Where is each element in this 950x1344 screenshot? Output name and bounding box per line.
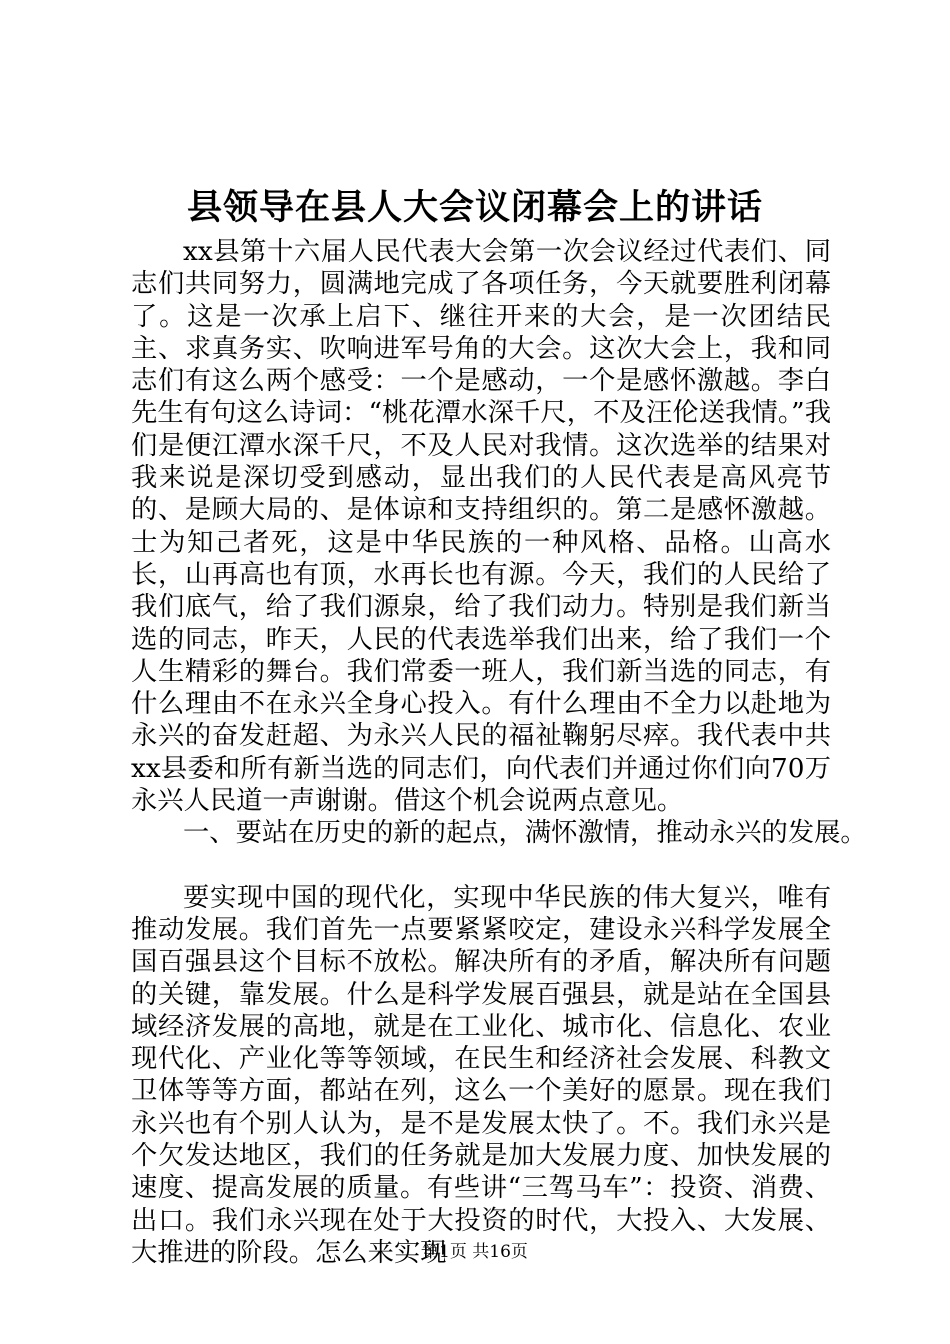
page-number-footer: 第1页 共16页 xyxy=(422,1242,528,1262)
document-body xyxy=(131,236,867,1269)
paragraph-development: 要实现中国的现代化，实现中华民族的伟大复兴，唯有推动发展。我们首先一点要紧紧咬定，建设永兴科学发展全国百强县这个目标不放松。解决所有的矛盾，解决所有问题的关键，靠发展。什么是科学发展百强县，就是站在全国县域经济发展的高地，就是在工业化、城市化、信息化、农业现代化、产业化等等领域，在民生和经济社会发展、科教文卫体等等方面，都站在列，这么一个美好的愿景。现在我们永兴也有个别人认为，是不是发展太快了。不。我们永兴是个欠发达地区，我们的任务就是加大发展力度、加快发展的速度、提高发展的质量。有些讲“三驾马车”：投资、消费、出口。我们永兴现在处于大投资的时代，大投入、大发展、大推进的阶段。怎么来实现 xyxy=(131,882,831,1268)
document-title: 县领导在县人大会议闭幕会上的讲话 xyxy=(186,187,763,228)
paragraph-intro: xx县第十六届人民代表大会第一次会议经过代表们、同志们共同努力，圆满地完成了各项任务，今天就要胜利闭幕了。这是一次承上启下、继往开来的大会，是一次团结民主、求真务实、吹响进军号角的大会。这次大会上，我和同志们有这么两个感受：一个是感动，一个是感怀激越。李白先生有句这么诗词：“桃花潭水深千尺，不及汪伦送我情。”我们是便江潭水深千尺，不及人民对我情。这次选举的结果对我来说是深切受到感动，显出我们的人民代表是高风亮节的、是顾大局的、是体谅和支持组织的。第二是感怀激越。士为知己者死，这是中华民族的一种风格、品格。山高水长，山再高也有顶，水再长也有源。今天，我们的人民给了我们底气，给了我们源泉，给了我们动力。特别是我们新当选的同志，昨天，人民的代表选举我们出来，给了我们一个人生精彩的舞台。我们常委一班人，我们新当选的同志，有什么理由不在永兴全身心投入。有什么理由不全力以赴地为永兴的奋发赶超、为永兴人民的福祉鞠躬尽瘁。我代表中共xx县委和所有新当选的同志们，向代表们并通过你们向70万永兴人民道一声谢谢。借这个机会说两点意见。 xyxy=(131,237,831,817)
section-heading-1: 一、要站在历史的新的起点，满怀激情，推动永兴的发展。 xyxy=(183,818,867,849)
